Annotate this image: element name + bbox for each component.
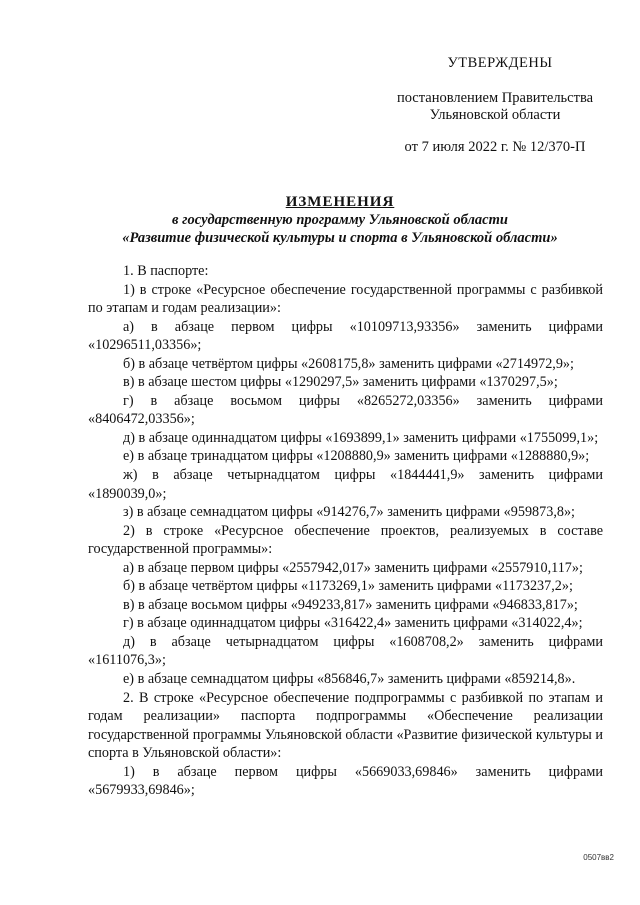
paragraph: г) в абзаце одиннадцатом цифры «316422,4» заменить цифрами «314022,4»; — [123, 615, 583, 632]
document-code: 0507вв2 — [583, 853, 614, 862]
paragraph: д) в абзаце одиннадцатом цифры «1693899,1» заменить цифрами «1755099,1»; — [123, 429, 599, 446]
paragraph: в) в абзаце шестом цифры «1290297,5» заменить цифрами «1370297,5»; — [123, 374, 558, 391]
paragraph: а) в абзаце первом цифры «10109713,93356» заменить цифрами «10296511,03356»; — [88, 318, 603, 354]
approved-heading: УТВЕРЖДЕНЫ — [447, 55, 553, 71]
title-program-name: «Развитие физической культуры и спорта в Ульяновской области» — [122, 230, 558, 246]
title-program: в государственную программу Ульяновской области — [172, 212, 508, 228]
paragraph: 2. В строке «Ресурсное обеспечение подпрограммы с разбивкой по этапам и годам реализации» паспорта подпрограммы «Обеспечение реализации государственной программы Ульяновской области «Развитие физической культуры и спорта в Ульяновской области»: — [88, 689, 603, 762]
paragraph: г) в абзаце восьмом цифры «8265272,03356» заменить цифрами «8406472,03356»; — [88, 392, 603, 428]
paragraph: в) в абзаце восьмом цифры «949233,817» заменить цифрами «946833,817»; — [123, 596, 578, 613]
decree-date-number: от 7 июля 2022 г. № 12/370-П — [404, 139, 586, 155]
paragraph: б) в абзаце четвёртом цифры «2608175,8» заменить цифрами «2714972,9»; — [123, 355, 574, 372]
paragraph: д) в абзаце четырнадцатом цифры «1608708,2» заменить цифрами «1611076,3»; — [88, 633, 603, 669]
paragraph: е) в абзаце тринадцатом цифры «1208880,9» заменить цифрами «1288880,9»; — [123, 448, 590, 465]
paragraph: 1. В паспорте: — [123, 263, 209, 279]
paragraph: 1) в абзаце первом цифры «5669033,69846» заменить цифрами «5679933,69846»; — [88, 763, 603, 799]
paragraph: ж) в абзаце четырнадцатом цифры «1844441,9» заменить цифрами «1890039,0»; — [88, 467, 603, 502]
paragraph: е) в абзаце семнадцатом цифры «856846,7» заменить цифрами «859214,8». — [123, 671, 576, 688]
decree-reference — [380, 90, 610, 124]
paragraph: а) в абзаце первом цифры «2557942,017» заменить цифрами «2557910,117»; — [123, 559, 583, 576]
decree-line-2: Ульяновской области — [429, 107, 561, 123]
title-changes: ИЗМЕНЕНИЯ — [285, 194, 395, 210]
approval-stamp — [430, 55, 570, 72]
paragraph: 2) в строке «Ресурсное обеспечение проектов, реализуемых в составе государственной программы»: — [88, 522, 603, 558]
document-body — [88, 262, 603, 800]
paragraph: 1) в строке «Ресурсное обеспечение государственной программы с разбивкой по этапам и годам реализации»: — [88, 281, 603, 317]
decree-line-1: постановлением Правительства — [396, 90, 594, 106]
paragraph: б) в абзаце четвёртом цифры «1173269,1» заменить цифрами «1173237,2»; — [123, 578, 573, 595]
document-title — [80, 193, 600, 247]
decree-date — [380, 139, 610, 156]
paragraph: з) в абзаце семнадцатом цифры «914276,7» заменить цифрами «959873,8»; — [123, 504, 575, 521]
